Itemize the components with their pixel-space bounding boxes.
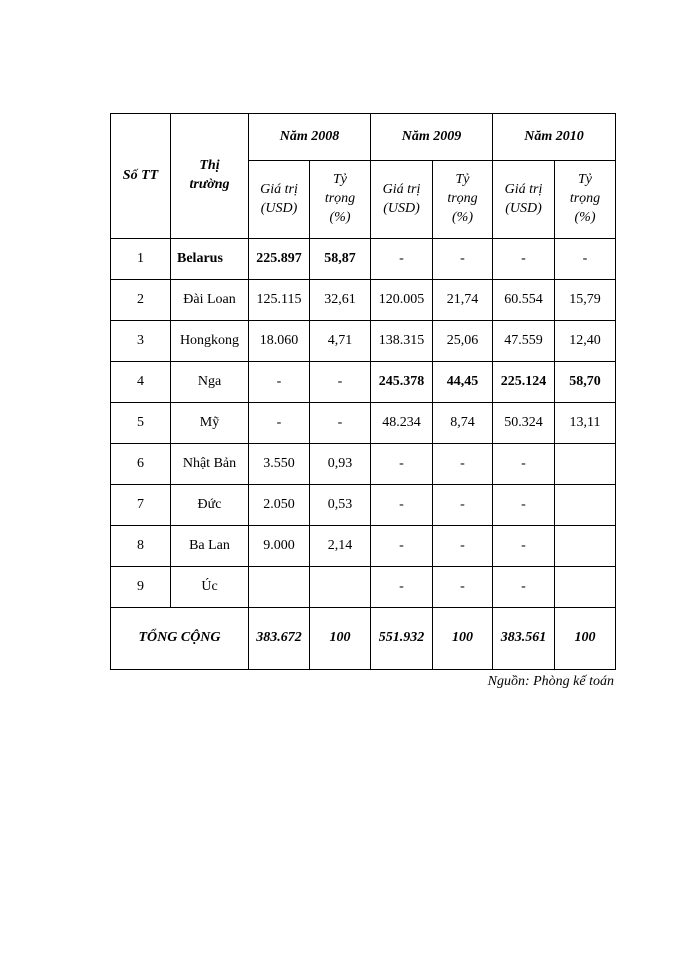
- row-market: Úc: [171, 567, 249, 608]
- row-stt: 4: [111, 362, 171, 403]
- row-share-2010: 15,79: [555, 280, 616, 321]
- row-share-2010: [555, 526, 616, 567]
- table-row: [111, 567, 616, 608]
- row-value-2010: -: [493, 567, 555, 608]
- row-value-2008: 225.897: [249, 239, 310, 280]
- total-row: [111, 608, 616, 670]
- row-share-2010: [555, 485, 616, 526]
- row-value-2010: 60.554: [493, 280, 555, 321]
- header-year-2010: Năm 2010: [493, 114, 616, 161]
- row-share-2010: [555, 444, 616, 485]
- row-share-2008: 32,61: [310, 280, 371, 321]
- row-share-2008: 0,93: [310, 444, 371, 485]
- export-market-table: [110, 113, 616, 670]
- header-share-2009: Tỷ trọng (%): [433, 161, 493, 239]
- row-share-2009: -: [433, 485, 493, 526]
- row-value-2008: -: [249, 362, 310, 403]
- row-share-2008: [310, 567, 371, 608]
- row-share-2010: [555, 567, 616, 608]
- row-share-2009: 25,06: [433, 321, 493, 362]
- row-share-2009: -: [433, 239, 493, 280]
- header-market: Thị trường: [171, 114, 249, 239]
- row-value-2010: 50.324: [493, 403, 555, 444]
- row-value-2008: 9.000: [249, 526, 310, 567]
- row-value-2009: 245.378: [371, 362, 433, 403]
- row-stt: 2: [111, 280, 171, 321]
- row-share-2008: -: [310, 403, 371, 444]
- row-value-2008: 18.060: [249, 321, 310, 362]
- source-note: Nguồn: Phòng kế toán: [487, 674, 614, 689]
- table-row: [111, 526, 616, 567]
- row-share-2009: 8,74: [433, 403, 493, 444]
- row-value-2008: 2.050: [249, 485, 310, 526]
- header-value-2008: Giá trị (USD): [249, 161, 310, 239]
- header-value-2010: Giá trị (USD): [493, 161, 555, 239]
- row-share-2008: 58,87: [310, 239, 371, 280]
- row-stt: 8: [111, 526, 171, 567]
- row-value-2008: [249, 567, 310, 608]
- table-row: [111, 280, 616, 321]
- row-value-2008: -: [249, 403, 310, 444]
- total-share-2010: 100: [555, 608, 616, 670]
- row-value-2008: 125.115: [249, 280, 310, 321]
- row-value-2010: 225.124: [493, 362, 555, 403]
- header-value-2009: Giá trị (USD): [371, 161, 433, 239]
- row-value-2009: 48.234: [371, 403, 433, 444]
- row-market: Đức: [171, 485, 249, 526]
- row-stt: 7: [111, 485, 171, 526]
- total-value-2010: 383.561: [493, 608, 555, 670]
- row-value-2009: 120.005: [371, 280, 433, 321]
- row-value-2009: -: [371, 526, 433, 567]
- row-market: Nga: [171, 362, 249, 403]
- row-value-2009: -: [371, 567, 433, 608]
- row-stt: 5: [111, 403, 171, 444]
- header-year-2009: Năm 2009: [371, 114, 493, 161]
- table-row: [111, 485, 616, 526]
- total-share-2008: 100: [310, 608, 371, 670]
- row-value-2009: -: [371, 444, 433, 485]
- row-share-2009: 21,74: [433, 280, 493, 321]
- total-value-2009: 551.932: [371, 608, 433, 670]
- row-share-2008: 2,14: [310, 526, 371, 567]
- header-share-2008: Tỷ trọng (%): [310, 161, 371, 239]
- row-market: Đài Loan: [171, 280, 249, 321]
- table-row: [111, 444, 616, 485]
- row-value-2010: -: [493, 239, 555, 280]
- header-stt: Số TT: [111, 114, 171, 239]
- row-share-2010: 58,70: [555, 362, 616, 403]
- row-stt: 1: [111, 239, 171, 280]
- row-value-2009: -: [371, 239, 433, 280]
- row-share-2008: 0,53: [310, 485, 371, 526]
- row-value-2008: 3.550: [249, 444, 310, 485]
- row-stt: 6: [111, 444, 171, 485]
- total-share-2009: 100: [433, 608, 493, 670]
- table-row: [111, 403, 616, 444]
- row-value-2010: -: [493, 485, 555, 526]
- row-market: Mỹ: [171, 403, 249, 444]
- row-market: Ba Lan: [171, 526, 249, 567]
- total-value-2008: 383.672: [249, 608, 310, 670]
- table-row: [111, 239, 616, 280]
- total-label: TỔNG CỘNG: [111, 608, 249, 670]
- row-share-2009: -: [433, 567, 493, 608]
- row-value-2009: 138.315: [371, 321, 433, 362]
- row-share-2010: -: [555, 239, 616, 280]
- row-share-2009: -: [433, 526, 493, 567]
- row-value-2010: -: [493, 526, 555, 567]
- table-row: [111, 321, 616, 362]
- header-year-2008: Năm 2008: [249, 114, 371, 161]
- row-share-2010: 13,11: [555, 403, 616, 444]
- row-share-2009: -: [433, 444, 493, 485]
- row-market: Belarus: [171, 239, 249, 280]
- row-share-2008: 4,71: [310, 321, 371, 362]
- table-row: [111, 362, 616, 403]
- row-value-2010: 47.559: [493, 321, 555, 362]
- row-share-2010: 12,40: [555, 321, 616, 362]
- header-share-2010: Tỷ trọng (%): [555, 161, 616, 239]
- row-share-2008: -: [310, 362, 371, 403]
- row-value-2009: -: [371, 485, 433, 526]
- row-share-2009: 44,45: [433, 362, 493, 403]
- row-stt: 3: [111, 321, 171, 362]
- row-market: Nhật Bản: [171, 444, 249, 485]
- row-stt: 9: [111, 567, 171, 608]
- row-value-2010: -: [493, 444, 555, 485]
- row-market: Hongkong: [171, 321, 249, 362]
